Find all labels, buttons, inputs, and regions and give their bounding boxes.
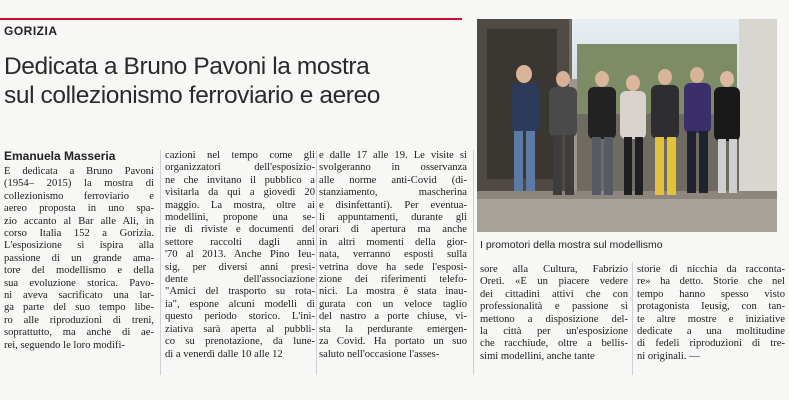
- article-text-line: co su prenotazione, da lune-: [165, 336, 315, 348]
- article-text-line: dei cittadini attivi che con: [480, 288, 628, 300]
- article-text-line: ro alle riproduzioni di treni,: [4, 314, 154, 326]
- headline-line-1: Dedicata a Bruno Pavoni la mostra: [4, 53, 370, 80]
- article-text-line: ne che invitano il pubblico a: [165, 174, 315, 186]
- article-text-line: questo periodo storico. L'ini-: [165, 311, 315, 323]
- article-text-line: (1954– 2015) la mostra di: [4, 178, 154, 190]
- article-text-line: ia", espone alcuni modelli di: [165, 298, 315, 310]
- article-text-line: rei, seguendo le loro modifi-: [4, 339, 125, 351]
- article-column-4: [480, 264, 628, 363]
- article-text-line: organizzatori dell'esposizio-: [165, 162, 315, 174]
- article-text-line: protagonista Ieusig, con tan-: [637, 301, 785, 313]
- article-text-line: settore raccolti dagli anni: [165, 236, 315, 248]
- article-text-line: collezionismo ferroviario e: [4, 190, 154, 202]
- article-text-line: ni aveva sacrificato una lar-: [4, 290, 154, 302]
- article-text-line: gurata con un veloce taglio: [319, 298, 467, 310]
- article-text-line: che racchiude, oltre a bellis-: [480, 338, 628, 350]
- article-text-line: simi modellini, anche tante: [480, 350, 595, 362]
- column-divider: [160, 150, 161, 375]
- section-label: GORIZIA: [4, 24, 58, 38]
- article-text-line: e disinfettanti). Per eventua-: [319, 199, 467, 211]
- article-text-line: zio accanto al Bar alle Ali, in: [4, 215, 154, 227]
- article-text-line: te altre mostre e iniziative: [637, 313, 785, 325]
- article-text-line: maggio. La mostra, oltre ai: [165, 199, 315, 211]
- article-text-line: tempo hanno spesso visto: [637, 288, 785, 300]
- article-text-line: zione dei riferimenti telefo-: [319, 274, 467, 286]
- article-text-line: aereo proposta in uno spa-: [4, 203, 154, 215]
- article-text-line: saluto nell'occasione l'asses-: [319, 348, 440, 360]
- article-text-line: sig, per diversi anni presi-: [165, 261, 315, 273]
- group-photo: [477, 19, 777, 232]
- article-text-line: stanziamento, mascherina: [319, 187, 467, 199]
- article-text-line: corso Italia 152 a Gorizia.: [4, 228, 154, 240]
- article-text-line: '70 al 2013. Anche Pino Ieu-: [165, 249, 315, 261]
- article-text-line: Oreti. «È un piacere vedere: [480, 276, 628, 288]
- article-text-line: ziativa sarà aperta al pubbli-: [165, 323, 315, 335]
- article-text-line: di fedeli riproduzioni di tre-: [637, 338, 785, 350]
- article-text-line: re» ha detto. Storie che nel: [637, 276, 785, 288]
- article-text-line: svolgeranno in osservanza: [319, 162, 467, 174]
- photo-caption: I promotori della mostra sul modellismo: [480, 239, 663, 251]
- column-divider: [316, 150, 317, 375]
- article-column-5: [637, 264, 785, 363]
- headline: [4, 52, 466, 110]
- article-text-line: ni originali. —: [637, 350, 700, 362]
- article-text-line: la città per un'esposizione: [480, 326, 628, 338]
- article-text-line: visitarla da qui a giovedì 20: [165, 187, 315, 199]
- article-text-line: passione di un grande ama-: [4, 252, 154, 264]
- article-text-line: rie di riviste e documenti del: [165, 224, 315, 236]
- byline: Emanuela Masseria: [4, 149, 116, 163]
- article-text-line: storie di nicchia da racconta-: [637, 264, 785, 275]
- article-text-line: dente dell'associazione: [165, 274, 315, 286]
- article-text-line: za Covid. Ha portato un suo: [319, 336, 467, 348]
- article-text-line: alle norme anti-Covid (di-: [319, 174, 467, 186]
- article-text-line: li appuntamenti, durante gli: [319, 212, 467, 224]
- article-text-line: L'esposizione si ispira alla: [4, 240, 154, 252]
- group-photo-illustration: [477, 19, 777, 232]
- article-text-line: dì a venerdì dalle 10 alle 12: [165, 348, 283, 360]
- article-text-line: in altri momenti della gior-: [319, 236, 467, 248]
- article-text-line: sta la perdurante emergen-: [319, 323, 467, 335]
- article-column-3: [319, 150, 467, 361]
- article-text-line: mettono a disposizione del-: [480, 313, 628, 325]
- article-text-line: nata, verranno esposti sulla: [319, 249, 467, 261]
- article-text-line: e dalle 17 alle 19. Le visite si: [319, 150, 467, 161]
- section-rule: [0, 18, 462, 20]
- article-column-1: [4, 166, 154, 352]
- headline-line-2: sul collezionismo ferroviario e aereo: [4, 82, 381, 109]
- column-divider: [632, 262, 633, 375]
- article-text-line: modellini, propone una se-: [165, 212, 315, 224]
- article-text-line: cazioni nel tempo come gli: [165, 150, 315, 161]
- article-text-line: sua evoluzione storica. Pavo-: [4, 277, 154, 289]
- article-text-line: È dedicata a Bruno Pavoni: [4, 166, 154, 177]
- article-column-2: [165, 150, 315, 361]
- article-text-line: sore alla Cultura, Fabrizio: [480, 264, 628, 275]
- article-text-line: professionalità e passione si: [480, 301, 628, 313]
- article-text-line: orari di apertura ma anche: [319, 224, 467, 236]
- article-text-line: nici. La mostra è stata inau-: [319, 286, 467, 298]
- article-text-line: dedicate a una moltitudine: [637, 326, 785, 338]
- column-divider: [473, 150, 474, 375]
- article-text-line: tore del modellismo e della: [4, 265, 154, 277]
- article-text-line: "Amici del trasporto su rota-: [165, 286, 315, 298]
- article-text-line: vetrina dove ha sede l'esposi-: [319, 261, 467, 273]
- article-text-line: del nastro a porte chiuse, vi-: [319, 311, 467, 323]
- article-text-line: soprattutto, ma anche di ae-: [4, 327, 154, 339]
- article-text-line: ga parte del suo tempo libe-: [4, 302, 154, 314]
